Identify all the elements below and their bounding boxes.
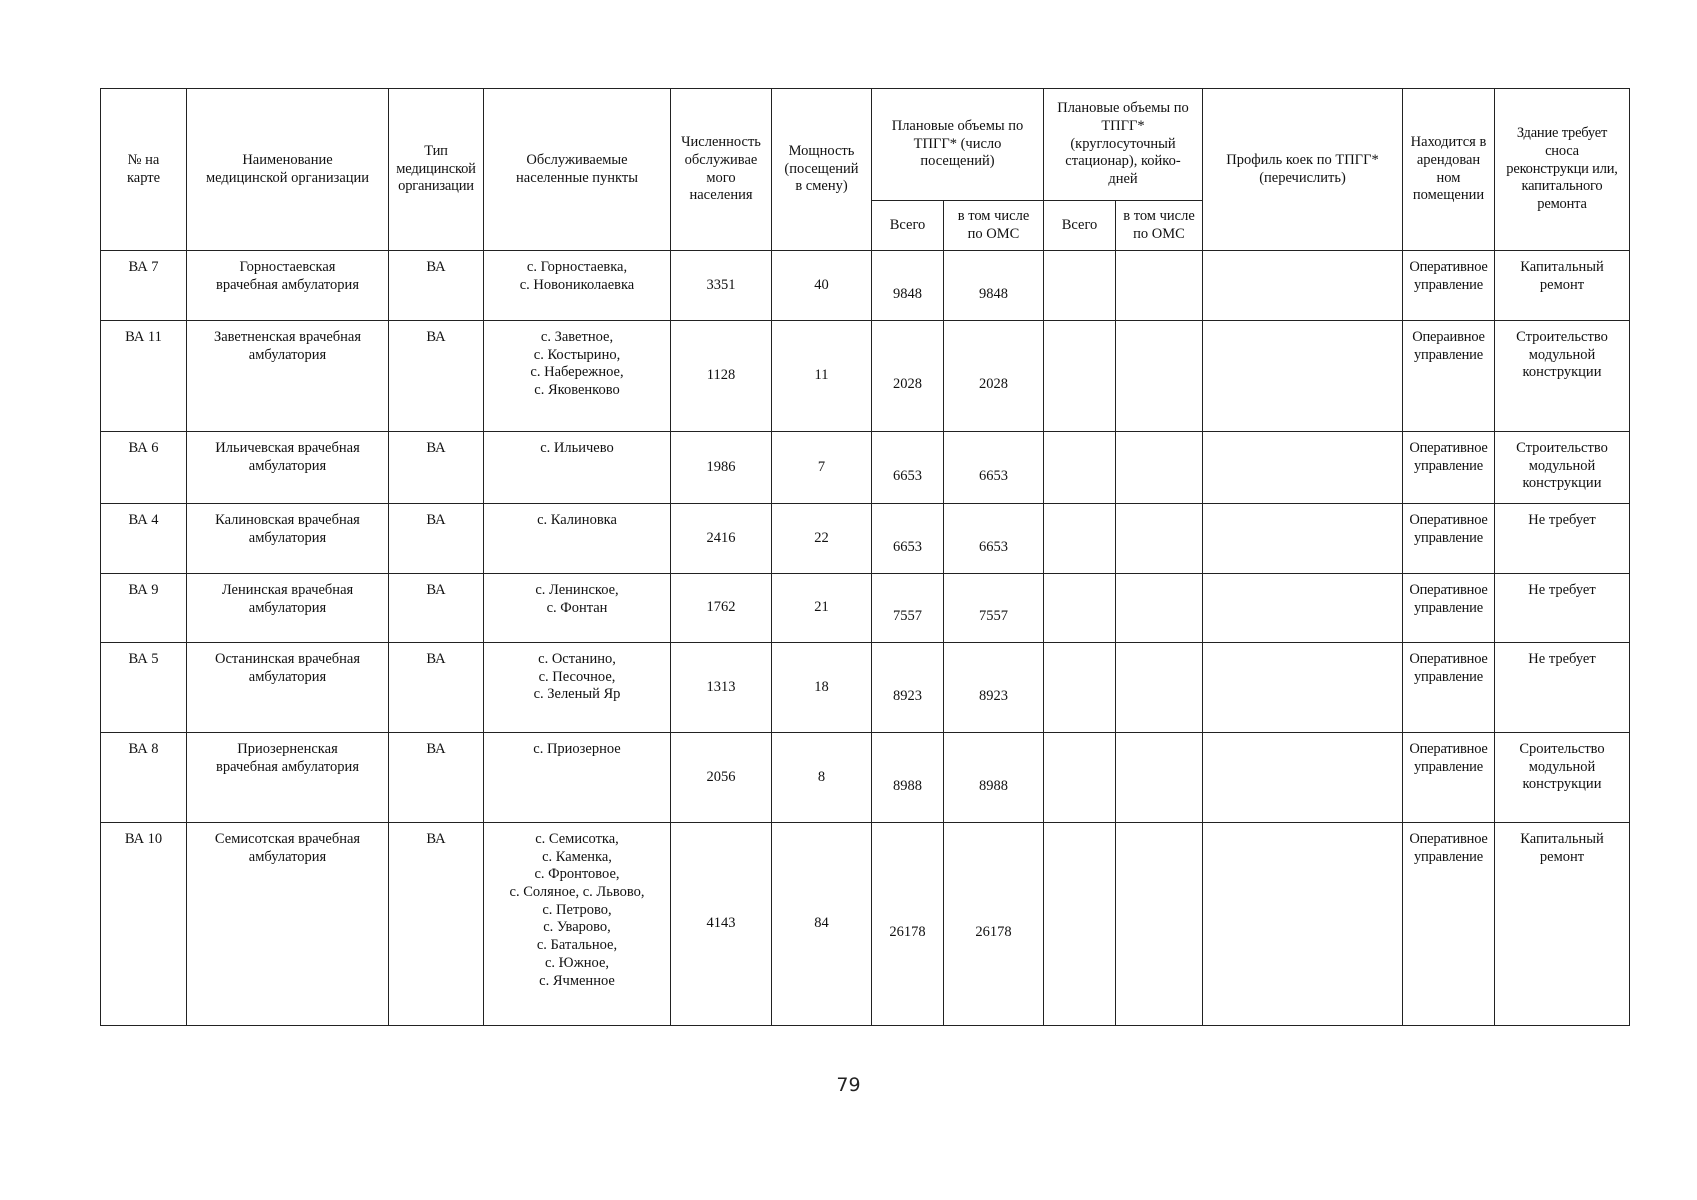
- cell-map-no: ВА 5: [101, 643, 187, 733]
- cell-beds-oms: [1116, 823, 1203, 1026]
- cell-visits-oms: 9848: [944, 251, 1044, 321]
- cell-settlements: с. Калиновка: [484, 504, 671, 574]
- cell-repair: Строительство модульной конструкции: [1495, 321, 1630, 432]
- header-map-no: № на карте: [101, 89, 187, 251]
- cell-capacity: 21: [772, 574, 872, 643]
- header-visits-group: Плановые объемы по ТПГГ* (число посещений): [872, 89, 1044, 201]
- cell-repair: Не требует: [1495, 504, 1630, 574]
- header-capacity: Мощность (посещений в смену): [772, 89, 872, 251]
- cell-population: 1313: [671, 643, 772, 733]
- cell-beds-oms: [1116, 432, 1203, 504]
- table-row: [101, 251, 1630, 321]
- cell-map-no: ВА 11: [101, 321, 187, 432]
- cell-map-no: ВА 10: [101, 823, 187, 1026]
- cell-beds-oms: [1116, 504, 1203, 574]
- cell-rented: Операивное управление: [1403, 321, 1495, 432]
- cell-type: ВА: [389, 733, 484, 823]
- header-population: Численность обслуживае мого населения: [671, 89, 772, 251]
- header-type: Тип медицинской организации: [389, 89, 484, 251]
- cell-settlements: с. Приозерное: [484, 733, 671, 823]
- header-name: Наименование медицинской организации: [187, 89, 389, 251]
- cell-capacity: 11: [772, 321, 872, 432]
- cell-population: 1986: [671, 432, 772, 504]
- cell-beds-total: [1044, 643, 1116, 733]
- table-row: [101, 643, 1630, 733]
- header-beds-group: Плановые объемы по ТПГГ* (круглосуточный стационар), койко- дней: [1044, 89, 1203, 201]
- cell-name: Ленинская врачебная амбулатория: [187, 574, 389, 643]
- cell-population: 2416: [671, 504, 772, 574]
- cell-map-no: ВА 7: [101, 251, 187, 321]
- cell-name: Останинская врачебная амбулатория: [187, 643, 389, 733]
- cell-beds-oms: [1116, 733, 1203, 823]
- cell-settlements: с. Семисотка, с. Каменка, с. Фронтовое, с. Соляное, с. Львово, с. Петрово, с. Уварово, с. Батальное, с. Южное, с. Ячменное: [484, 823, 671, 1026]
- cell-capacity: 7: [772, 432, 872, 504]
- cell-name: Горностаевская врачебная амбулатория: [187, 251, 389, 321]
- table-body: [101, 251, 1630, 1026]
- cell-name: Семисотская врачебная амбулатория: [187, 823, 389, 1026]
- cell-settlements: с. Ленинское, с. Фонтан: [484, 574, 671, 643]
- cell-visits-total: 6653: [872, 504, 944, 574]
- cell-name: Заветненская врачебная амбулатория: [187, 321, 389, 432]
- cell-population: 3351: [671, 251, 772, 321]
- cell-bed-profile: [1203, 432, 1403, 504]
- table-header: [101, 89, 1630, 251]
- header-beds-oms: в том числе по ОМС: [1116, 201, 1203, 251]
- cell-bed-profile: [1203, 504, 1403, 574]
- cell-visits-oms: 7557: [944, 574, 1044, 643]
- cell-type: ВА: [389, 504, 484, 574]
- cell-rented: Оперативное управление: [1403, 733, 1495, 823]
- cell-bed-profile: [1203, 643, 1403, 733]
- table-row: [101, 574, 1630, 643]
- table-row: [101, 321, 1630, 432]
- cell-population: 1762: [671, 574, 772, 643]
- cell-bed-profile: [1203, 251, 1403, 321]
- cell-type: ВА: [389, 574, 484, 643]
- cell-type: ВА: [389, 432, 484, 504]
- page-number: 79: [836, 1074, 861, 1096]
- cell-map-no: ВА 6: [101, 432, 187, 504]
- cell-settlements: с. Заветное, с. Костырино, с. Набережное, с. Яковенково: [484, 321, 671, 432]
- cell-name: Приозерненская врачебная амбулатория: [187, 733, 389, 823]
- header-settlements: Обслуживаемые населенные пункты: [484, 89, 671, 251]
- cell-beds-total: [1044, 574, 1116, 643]
- header-rented: Находится в арендован ном помещении: [1403, 89, 1495, 251]
- cell-visits-oms: 26178: [944, 823, 1044, 1026]
- cell-rented: Оперативное управление: [1403, 504, 1495, 574]
- cell-repair: Не требует: [1495, 574, 1630, 643]
- cell-capacity: 22: [772, 504, 872, 574]
- cell-repair: Строительство модульной конструкции: [1495, 432, 1630, 504]
- cell-population: 1128: [671, 321, 772, 432]
- table-row: [101, 432, 1630, 504]
- cell-visits-total: 8988: [872, 733, 944, 823]
- cell-capacity: 84: [772, 823, 872, 1026]
- cell-rented: Оперативное управление: [1403, 432, 1495, 504]
- cell-bed-profile: [1203, 733, 1403, 823]
- table-row: [101, 733, 1630, 823]
- cell-settlements: с. Горностаевка, с. Новониколаевка: [484, 251, 671, 321]
- cell-beds-total: [1044, 733, 1116, 823]
- cell-beds-total: [1044, 823, 1116, 1026]
- cell-bed-profile: [1203, 574, 1403, 643]
- table-row: [101, 823, 1630, 1026]
- cell-repair: Не требует: [1495, 643, 1630, 733]
- cell-visits-total: 9848: [872, 251, 944, 321]
- cell-population: 2056: [671, 733, 772, 823]
- cell-name: Калиновская врачебная амбулатория: [187, 504, 389, 574]
- cell-beds-total: [1044, 251, 1116, 321]
- cell-visits-total: 2028: [872, 321, 944, 432]
- cell-beds-total: [1044, 504, 1116, 574]
- cell-type: ВА: [389, 321, 484, 432]
- header-beds-total: Всего: [1044, 201, 1116, 251]
- cell-settlements: с. Ильичево: [484, 432, 671, 504]
- cell-capacity: 18: [772, 643, 872, 733]
- cell-rented: Оперативное управление: [1403, 251, 1495, 321]
- header-visits-total: Всего: [872, 201, 944, 251]
- cell-capacity: 40: [772, 251, 872, 321]
- header-visits-oms: в том числе по ОМС: [944, 201, 1044, 251]
- cell-visits-total: 7557: [872, 574, 944, 643]
- cell-visits-total: 6653: [872, 432, 944, 504]
- cell-map-no: ВА 9: [101, 574, 187, 643]
- cell-beds-oms: [1116, 643, 1203, 733]
- table-row: [101, 504, 1630, 574]
- cell-bed-profile: [1203, 321, 1403, 432]
- cell-capacity: 8: [772, 733, 872, 823]
- cell-visits-oms: 8988: [944, 733, 1044, 823]
- header-repair: Здание требует сноса реконструкци или, капитального ремонта: [1495, 89, 1630, 251]
- cell-name: Ильичевская врачебная амбулатория: [187, 432, 389, 504]
- header-bed-profile: Профиль коек по ТПГГ* (перечислить): [1203, 89, 1403, 251]
- cell-type: ВА: [389, 643, 484, 733]
- cell-visits-total: 8923: [872, 643, 944, 733]
- cell-rented: Оперативное управление: [1403, 643, 1495, 733]
- cell-visits-oms: 6653: [944, 432, 1044, 504]
- cell-type: ВА: [389, 823, 484, 1026]
- cell-beds-total: [1044, 321, 1116, 432]
- cell-bed-profile: [1203, 823, 1403, 1026]
- cell-beds-oms: [1116, 574, 1203, 643]
- cell-type: ВА: [389, 251, 484, 321]
- cell-repair: Сроительство модульной конструкции: [1495, 733, 1630, 823]
- cell-rented: Оперативное управление: [1403, 574, 1495, 643]
- cell-visits-oms: 2028: [944, 321, 1044, 432]
- cell-repair: Капитальный ремонт: [1495, 251, 1630, 321]
- cell-settlements: с. Останино, с. Песочное, с. Зеленый Яр: [484, 643, 671, 733]
- cell-visits-total: 26178: [872, 823, 944, 1026]
- cell-population: 4143: [671, 823, 772, 1026]
- cell-visits-oms: 8923: [944, 643, 1044, 733]
- cell-beds-oms: [1116, 251, 1203, 321]
- facilities-table: [100, 88, 1630, 1026]
- cell-rented: Оперативное управление: [1403, 823, 1495, 1026]
- cell-beds-oms: [1116, 321, 1203, 432]
- cell-beds-total: [1044, 432, 1116, 504]
- cell-map-no: ВА 8: [101, 733, 187, 823]
- cell-repair: Капитальный ремонт: [1495, 823, 1630, 1026]
- cell-map-no: ВА 4: [101, 504, 187, 574]
- cell-visits-oms: 6653: [944, 504, 1044, 574]
